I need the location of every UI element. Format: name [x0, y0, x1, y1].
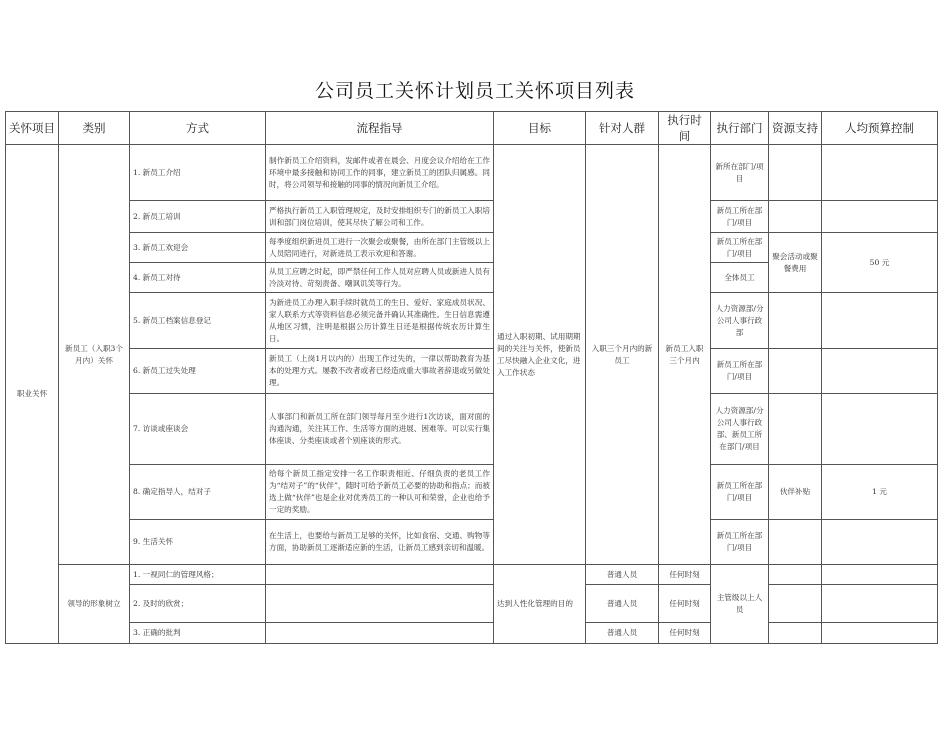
- target-cell: 普通人员: [586, 565, 659, 585]
- flow-cell: [266, 623, 494, 644]
- support-cell: [769, 145, 822, 201]
- dept-cell: 人力资源部/分公司人事行政部、新员工所在部门/项目: [711, 394, 769, 465]
- budget-cell: 1 元: [822, 465, 938, 520]
- flow-cell: 为新进员工办理入职手续时就员工的生日、爱好、家庭成员状况、家人联系方式等资料信息必须完备并确认其准确性。生日信息需遵从地区习惯，注明是根据公历计算生日还是根据传统农历计算生日。: [266, 293, 494, 349]
- support-cell: [769, 520, 822, 565]
- project-cell: 职业关怀: [6, 145, 59, 644]
- table-row: [6, 293, 938, 349]
- flow-cell: 新员工（上岗1月以内的）出现工作过失的，一律以帮助教育为基本的处理方式。屡教不改者或者已经造成重大事故者辞退或另做处理。: [266, 349, 494, 394]
- flow-cell: 制作新员工介绍资料，发邮件或者在晨会、月度会议介绍给在工作环境中最多接触和协同工作的同事，建立新员工的团队归属感。同时，将公司领导和接触的同事的情况向新员工介绍。: [266, 145, 494, 201]
- budget-cell: [822, 293, 938, 349]
- header-dept: 执行部门: [711, 112, 769, 145]
- support-cell: 伙伴补贴: [769, 465, 822, 520]
- table-row: [6, 585, 938, 623]
- header-method: 方式: [130, 112, 266, 145]
- support-cell: [769, 565, 822, 585]
- dept-cell: 主管级以上人员: [711, 565, 769, 644]
- dept-cell: 全体员工: [711, 263, 769, 293]
- header-category: 类别: [59, 112, 130, 145]
- header-project: 关怀项目: [6, 112, 59, 145]
- support-cell: [769, 293, 822, 349]
- method-cell: 3. 正确的批判: [130, 623, 266, 644]
- method-cell: 7. 访谈或座谈会: [130, 394, 266, 465]
- budget-cell: [822, 145, 938, 201]
- table-row: [6, 201, 938, 233]
- flow-cell: 给每个新员工指定安排一名工作职责相近、仔细负责的老员工作为“结对子”的“伙伴”，随时可给予新员工必要的协助和指点；而被选上做“伙伴”也是企业对优秀员工的一种认可和荣誉，企业也给予一定的奖励。: [266, 465, 494, 520]
- dept-cell: 新员工所在部门/项目: [711, 520, 769, 565]
- method-cell: 3. 新员工欢迎会: [130, 233, 266, 263]
- table-row: [6, 145, 938, 201]
- dept-cell: 新员工所在部门/项目: [711, 465, 769, 520]
- header-support: 资源支持: [769, 112, 822, 145]
- time-cell: 任何时刻: [659, 565, 711, 585]
- category-cell: 领导的形象树立: [59, 565, 130, 644]
- target-cell: 普通人员: [586, 623, 659, 644]
- support-cell: [769, 349, 822, 394]
- table-row: [6, 394, 938, 465]
- budget-cell: [822, 349, 938, 394]
- table-row: [6, 465, 938, 520]
- table-row: [6, 520, 938, 565]
- support-cell: [769, 394, 822, 465]
- target-cell: 普通人员: [586, 585, 659, 623]
- flow-cell: [266, 585, 494, 623]
- flow-cell: 从员工应聘之时起，即严禁任何工作人员对应聘人员或新进人员有冷淡对待、苛刻责备、嘲讽讥笑等行为。: [266, 263, 494, 293]
- header-time: 执行时间: [659, 112, 711, 145]
- flow-cell: 严格执行新员工入职管理规定，及时安排组织专门的新员工入职培训和部门岗位培训，使其尽快了解公司和工作。: [266, 201, 494, 233]
- budget-cell: 50 元: [822, 233, 938, 293]
- budget-cell: [822, 520, 938, 565]
- dept-cell: 人力资源部/分公司人事行政部: [711, 293, 769, 349]
- support-cell: 聚会活动或聚餐费用: [769, 233, 822, 293]
- target-cell: 入职三个月内的新员工: [586, 145, 659, 565]
- method-cell: 9. 生活关怀: [130, 520, 266, 565]
- dept-cell: 新所在部门/项目: [711, 145, 769, 201]
- dept-cell: 新员工所在部门/项目: [711, 349, 769, 394]
- goal-cell: 通过入职初期、试用期期间的关注与关怀，使新员工尽快融入企业文化，进入工作状态: [494, 145, 586, 565]
- table-row: [6, 565, 938, 585]
- budget-cell: [822, 623, 938, 644]
- method-cell: 5. 新员工档案信息登记: [130, 293, 266, 349]
- table-row: [6, 233, 938, 263]
- budget-cell: [822, 565, 938, 585]
- budget-cell: [822, 585, 938, 623]
- method-cell: 1. 新员工介绍: [130, 145, 266, 201]
- support-cell: [769, 623, 822, 644]
- time-cell: 任何时刻: [659, 585, 711, 623]
- budget-cell: [822, 394, 938, 465]
- header-target: 针对人群: [586, 112, 659, 145]
- method-cell: 1. 一视同仁的管理风格；: [130, 565, 266, 585]
- flow-cell: 每季度组织新进员工进行一次聚会或聚餐，由所在部门主管级以上人员陪同进行，对新进员工表示欢迎和答谢。: [266, 233, 494, 263]
- flow-cell: 在生活上，也要给与新员工足够的关怀，比如食宿、交通、购物等方面，协助新员工逐渐适应新的生活，让新员工感到亲切和温暖。: [266, 520, 494, 565]
- page-title: 公司员工关怀计划员工关怀项目列表: [314, 80, 635, 102]
- method-cell: 4. 新员工对待: [130, 263, 266, 293]
- header-row: [6, 112, 938, 145]
- method-cell: 2. 及时的欣赏；: [130, 585, 266, 623]
- support-cell: [769, 201, 822, 233]
- care-project-table: [5, 111, 938, 644]
- table-row: [6, 623, 938, 644]
- method-cell: 2. 新员工培训: [130, 201, 266, 233]
- method-cell: 8. 确定指导人，结对子: [130, 465, 266, 520]
- flow-cell: 人事部门和新员工所在部门领导每月至少进行1次访谈，面对面的沟通沟通，关注其工作、生活等方面的进展、困难等。可以实行集体座谈、分类座谈或者个别座谈的形式。: [266, 394, 494, 465]
- time-cell: 任何时刻: [659, 623, 711, 644]
- dept-cell: 新员工所在部门/项目: [711, 201, 769, 233]
- header-goal: 目标: [494, 112, 586, 145]
- budget-cell: [822, 201, 938, 233]
- goal-cell: 达到人性化管理的目的: [494, 565, 586, 644]
- table-row: [6, 349, 938, 394]
- header-flow: 流程指导: [266, 112, 494, 145]
- header-budget: 人均预算控制: [822, 112, 938, 145]
- flow-cell: [266, 565, 494, 585]
- time-cell: 新员工入职三个月内: [659, 145, 711, 565]
- support-cell: [769, 585, 822, 623]
- category-cell: 新员工（入职3个月内）关怀: [59, 145, 130, 565]
- method-cell: 6. 新员工过失处理: [130, 349, 266, 394]
- dept-cell: 新员工所在部门/项目: [711, 233, 769, 263]
